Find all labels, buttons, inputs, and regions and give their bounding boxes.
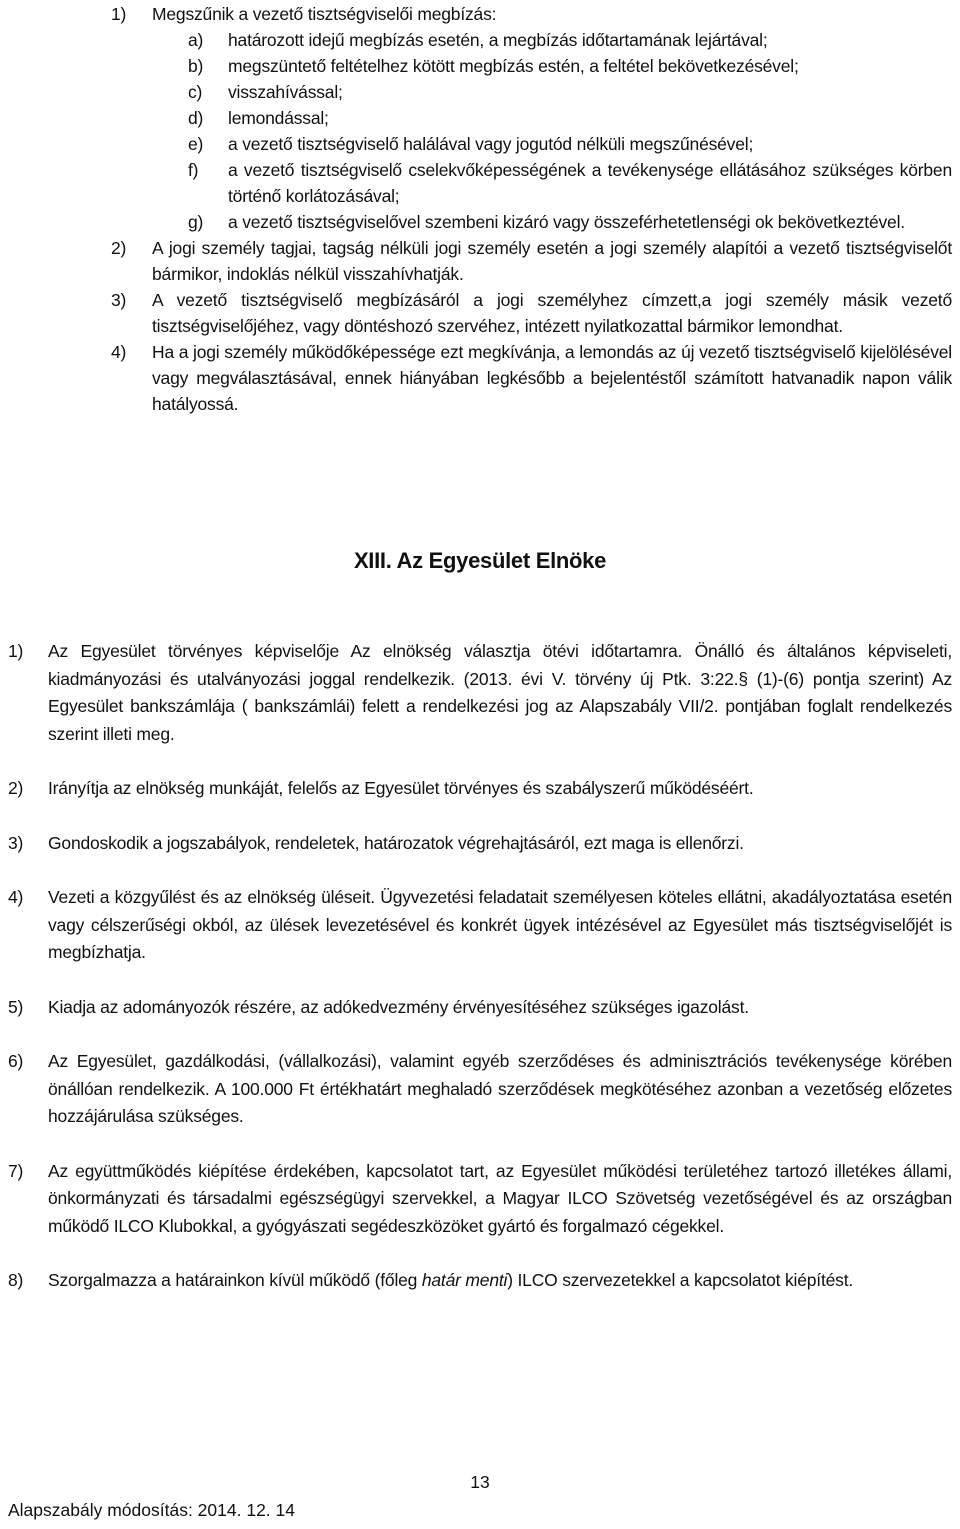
list-item: b) megszüntető feltételhez kötött megbízás estén, a feltétel bekövetkezésével;	[188, 56, 799, 76]
list-item: 1) Az Egyesület törvényes képviselője Az elnökség választja ötévi időtartamra. Önálló és általános képviseleti, kiadmányozási és utalványozási joggal rendelkezik. (2013. évi V. törvény új Ptk. 3:22.§ (1)-(6) pontja szerint) Az Egyesület bankszámlája ( bankszámlái) felett a rendelkezési jog az Alapszabály VII/2. pontjában foglalt rendelkezés szerint illeti meg.	[8, 641, 952, 744]
list-item: 2) A jogi személy tagjai, tagság nélküli jogi személy esetén a jogi személy alapítói a vezető tisztségviselőt bármikor, indoklás nélkül visszahívhatják.	[111, 238, 952, 284]
list-item: 5) Kiadja az adományozók részére, az adókedvezmény érvényesítéséhez szükséges igazolást.	[8, 996, 749, 1017]
page-number: 13	[470, 1472, 490, 1492]
list-item: 2) Irányítja az elnökség munkáját, felelős az Egyesület törvényes és szabályszerű működéséért.	[8, 778, 754, 798]
section-heading: XIII. Az Egyesület Elnöke	[353, 548, 607, 573]
termination-list	[0, 1, 960, 417]
list-item: f) a vezető tisztségviselő cselekvőképességének a tevékenysége ellátásához szükséges körben történő korlátozásával;	[188, 160, 952, 206]
list-item: g) a vezető tisztségviselővel szembeni kizáró vagy összeférhetetlenségi ok bekövetkeztével.	[188, 212, 905, 232]
list-item: 7) Az együttműködés kiépítése érdekében, kapcsolatot tart, az Egyesület működési területéhez tartozó illetékes állami, önkormányzati és társadalmi egészségügyi szervekkel, a Magyar ILCO Szövetség vezetőségével és az országban működő ILCO Klubokkal, a gyógyászati segédeszközöket gyártó és forgalmazó cégekkel.	[8, 1160, 952, 1236]
list-item: d) lemondással;	[188, 108, 329, 128]
list-item: 3) A vezető tisztségviselő megbízásáról a jogi személyhez címzett,a jogi személy másik vezető tisztségviselőjéhez, vagy döntéshozó szervéhez, intézett nyilatkozattal bármikor lemondhat.	[111, 290, 952, 336]
list-item: 4) Vezeti a közgyűlést és az elnökség üléseit. Ügyvezetési feladatait személyesen köteles ellátni, akadályoztatása esetén vagy célszerűségi okból, az ülések levezetésével és konkrét ügyek intézésével az Egyesület más tisztségviselőjét is megbízhatja.	[8, 887, 952, 962]
list-item-text: Szorgalmazza a határainkon kívül működő (főleg határ menti) ILCO szervezetekkel a kapcsolatot kiépítést.	[48, 1270, 854, 1290]
list-item: a) határozott idejű megbízás esetén, a megbízás időtartamának lejártával;	[188, 30, 768, 50]
list-item: 1) Megszűnik a vezető tisztségviselői megbízás:	[111, 4, 497, 24]
list-item: 8) Szorgalmazza a határainkon kívül működő (főleg határ menti) ILCO szervezetekkel a kapcsolatot kiépítést.	[0, 1267, 960, 1295]
president-duties-list	[0, 638, 960, 1322]
list-item: 3) Gondoskodik a jogszabályok, rendeletek, határozatok végrehajtásáról, ezt maga is ellenőrzi.	[8, 832, 744, 853]
footer-text: Alapszabály módosítás: 2014. 12. 14	[8, 1500, 295, 1520]
list-item: 6) Az Egyesület, gazdálkodási, (vállalkozási), valamint egyéb szerződéses és adminisztrációs tevékenysége körében önállóan rendelkezik. A 100.000 Ft értékhatárt meghaladó szerződések megkötéséhez azonban a vezetőség előzetes hozzájárulása szükséges.	[8, 1051, 952, 1126]
list-item: 4) Ha a jogi személy működőképessége ezt megkívánja, a lemondás az új vezető tisztségviselő kijelölésével vagy megválasztásával, ennek hiányában legkésőbb a bejelentéstől számított hatvanadik napon válik hatályossá.	[111, 342, 952, 414]
list-item: e) a vezető tisztségviselő halálával vagy jogutód nélküli megszűnésével;	[188, 134, 754, 154]
italic-phrase: határ menti	[421, 1270, 508, 1290]
list-item: c) visszahívással;	[188, 82, 343, 102]
